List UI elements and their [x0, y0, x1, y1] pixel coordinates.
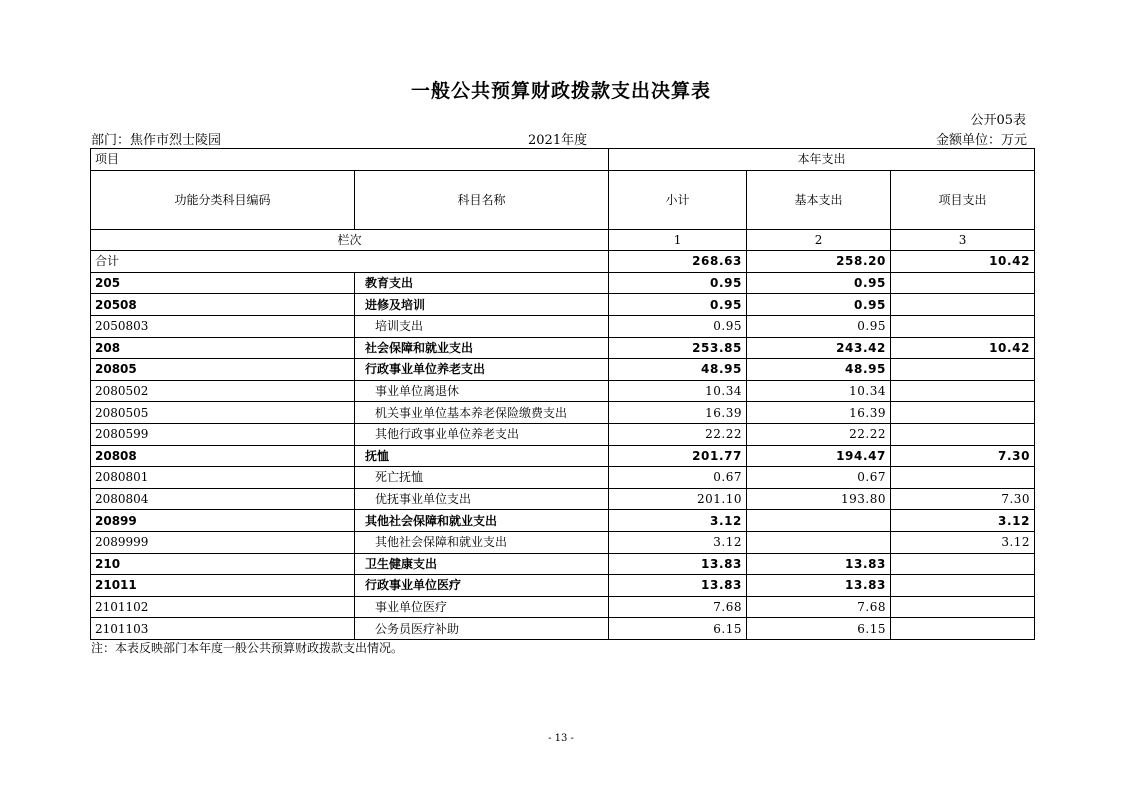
table-code-label: 公开05表 [970, 113, 1026, 128]
row-subtotal: 0.95 [609, 272, 747, 294]
row-project [891, 359, 1035, 381]
row-code: 210 [91, 553, 355, 575]
row-project [891, 272, 1035, 294]
row-code: 2050803 [91, 315, 355, 337]
year-label: 2021年度 [528, 133, 588, 148]
row-project: 3.12 [891, 531, 1035, 553]
row-name: 行政事业单位养老支出 [355, 359, 609, 381]
table-row [91, 402, 1035, 424]
row-code: 2080505 [91, 402, 355, 424]
row-name: 教育支出 [355, 272, 609, 294]
row-name: 事业单位医疗 [355, 596, 609, 618]
header-name: 科目名称 [355, 170, 609, 229]
table-row [91, 575, 1035, 597]
row-project [891, 423, 1035, 445]
table-row [91, 294, 1035, 316]
row-name: 公务员医疗补助 [355, 618, 609, 640]
row-code: 2080502 [91, 380, 355, 402]
row-subtotal: 0.95 [609, 294, 747, 316]
row-project: 7.30 [891, 488, 1035, 510]
row-project: 7.30 [891, 445, 1035, 467]
footnote: 注：本表反映部门本年度一般公共预算财政拨款支出情况。 [91, 641, 404, 655]
header-current-year: 本年支出 [609, 149, 1035, 171]
table-row [91, 467, 1035, 489]
row-subtotal: 0.95 [609, 315, 747, 337]
total-basic: 258.20 [747, 251, 891, 273]
table-row [91, 272, 1035, 294]
table-row [91, 488, 1035, 510]
row-project [891, 596, 1035, 618]
row-project [891, 575, 1035, 597]
row-code: 2089999 [91, 531, 355, 553]
row-code: 20899 [91, 510, 355, 532]
header-project-expense: 项目支出 [891, 170, 1035, 229]
row-subtotal: 16.39 [609, 402, 747, 424]
row-subtotal: 6.15 [609, 618, 747, 640]
table-row [91, 315, 1035, 337]
row-subtotal: 253.85 [609, 337, 747, 359]
row-subtotal: 7.68 [609, 596, 747, 618]
row-name: 培训支出 [355, 315, 609, 337]
row-basic: 48.95 [747, 359, 891, 381]
table-body [91, 272, 1035, 639]
row-name: 社会保障和就业支出 [355, 337, 609, 359]
row-project [891, 618, 1035, 640]
row-name: 其他社会保障和就业支出 [355, 531, 609, 553]
row-basic: 243.42 [747, 337, 891, 359]
department-label: 部门：焦作市烈士陵园 [91, 133, 222, 148]
row-basic: 0.95 [747, 294, 891, 316]
header-column-index: 栏次 [91, 229, 609, 251]
row-name: 卫生健康支出 [355, 553, 609, 575]
row-project [891, 467, 1035, 489]
table-row [91, 510, 1035, 532]
total-subtotal: 268.63 [609, 251, 747, 273]
row-code: 2101102 [91, 596, 355, 618]
row-name: 死亡抚恤 [355, 467, 609, 489]
row-name: 行政事业单位医疗 [355, 575, 609, 597]
row-code: 21011 [91, 575, 355, 597]
header-code: 功能分类科目编码 [91, 170, 355, 229]
header-project: 项目 [91, 149, 609, 171]
row-name: 机关事业单位基本养老保险缴费支出 [355, 402, 609, 424]
row-basic: 10.34 [747, 380, 891, 402]
row-code: 20508 [91, 294, 355, 316]
page-number: - 13 - [548, 733, 574, 744]
header-index-1: 1 [609, 229, 747, 251]
table-row [91, 596, 1035, 618]
unit-label: 金额单位：万元 [935, 133, 1027, 148]
row-project [891, 315, 1035, 337]
row-basic: 13.83 [747, 575, 891, 597]
row-subtotal: 13.83 [609, 575, 747, 597]
row-project [891, 553, 1035, 575]
row-project [891, 294, 1035, 316]
total-project: 10.42 [891, 251, 1035, 273]
table-row [91, 531, 1035, 553]
header-index-3: 3 [891, 229, 1035, 251]
row-name: 优抚事业单位支出 [355, 488, 609, 510]
row-code: 205 [91, 272, 355, 294]
row-basic: 22.22 [747, 423, 891, 445]
table-row [91, 618, 1035, 640]
info-row [91, 129, 1033, 148]
row-code: 2101103 [91, 618, 355, 640]
row-code: 2080804 [91, 488, 355, 510]
row-basic: 0.95 [747, 315, 891, 337]
expenditure-table [90, 148, 1035, 640]
row-project: 10.42 [891, 337, 1035, 359]
row-basic: 7.68 [747, 596, 891, 618]
row-basic: 0.67 [747, 467, 891, 489]
row-project [891, 402, 1035, 424]
row-subtotal: 3.12 [609, 510, 747, 532]
row-subtotal: 13.83 [609, 553, 747, 575]
row-name: 抚恤 [355, 445, 609, 467]
table-row [91, 359, 1035, 381]
row-basic: 16.39 [747, 402, 891, 424]
row-project [891, 380, 1035, 402]
table-row [91, 445, 1035, 467]
row-project: 3.12 [891, 510, 1035, 532]
row-basic: 0.95 [747, 272, 891, 294]
row-name: 其他社会保障和就业支出 [355, 510, 609, 532]
row-subtotal: 201.10 [609, 488, 747, 510]
total-label: 合计 [91, 251, 609, 273]
row-subtotal: 10.34 [609, 380, 747, 402]
row-subtotal: 48.95 [609, 359, 747, 381]
header-basic: 基本支出 [747, 170, 891, 229]
row-basic: 13.83 [747, 553, 891, 575]
row-name: 其他行政事业单位养老支出 [355, 423, 609, 445]
row-subtotal: 0.67 [609, 467, 747, 489]
table-row [91, 380, 1035, 402]
header-subtotal: 小计 [609, 170, 747, 229]
row-code: 20808 [91, 445, 355, 467]
row-basic: 193.80 [747, 488, 891, 510]
row-basic [747, 510, 891, 532]
page-title: 一般公共预算财政拨款支出决算表 [410, 80, 711, 102]
row-code: 2080801 [91, 467, 355, 489]
row-basic: 194.47 [747, 445, 891, 467]
row-name: 事业单位离退休 [355, 380, 609, 402]
row-code: 208 [91, 337, 355, 359]
row-code: 2080599 [91, 423, 355, 445]
row-code: 20805 [91, 359, 355, 381]
header-index-2: 2 [747, 229, 891, 251]
table-row [91, 423, 1035, 445]
table-row [91, 337, 1035, 359]
row-subtotal: 22.22 [609, 423, 747, 445]
row-basic: 6.15 [747, 618, 891, 640]
row-name: 进修及培训 [355, 294, 609, 316]
row-subtotal: 201.77 [609, 445, 747, 467]
row-basic [747, 531, 891, 553]
table-row [91, 553, 1035, 575]
row-subtotal: 3.12 [609, 531, 747, 553]
